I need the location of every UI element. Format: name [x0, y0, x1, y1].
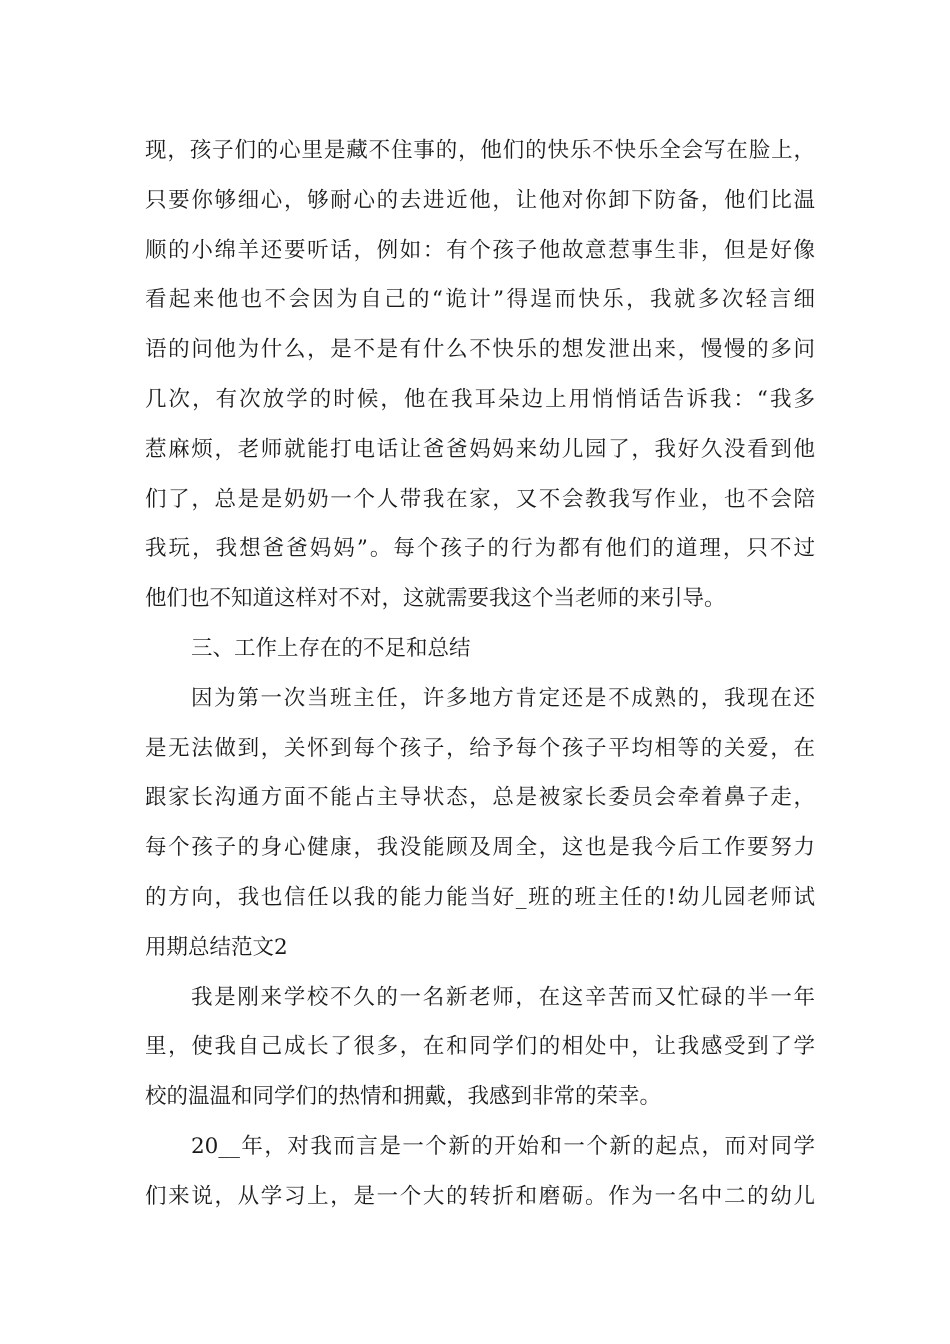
- text-line: 的方向，我也信任以我的能力能当好_班的班主任的!幼儿园老师试: [145, 884, 815, 910]
- text-line: 里，使我自己成长了很多，在和同学们的相处中，让我感受到了学: [145, 1034, 815, 1060]
- text-line: 他们也不知道这样对不对，这就需要我这个当老师的来引导。: [145, 586, 726, 612]
- section-heading: 三、工作上存在的不足和总结: [191, 635, 471, 661]
- text-line: 20__年，对我而言是一个新的开始和一个新的起点，而对同学: [191, 1133, 815, 1159]
- text-line: 因为第一次当班主任，许多地方肯定还是不成熟的，我现在还: [191, 685, 815, 711]
- text-line: 们了，总是是奶奶一个人带我在家，又不会教我写作业，也不会陪: [145, 486, 815, 512]
- document-body: [145, 126, 815, 1222]
- text-line: 语的问他为什么，是不是有什么不快乐的想发泄出来，慢慢的多问: [145, 337, 815, 363]
- text-line: 跟家长沟通方面不能占主导状态，总是被家长委员会牵着鼻子走，: [145, 785, 815, 811]
- text-line: 用期总结范文2: [145, 934, 288, 960]
- text-line: 只要你够细心，够耐心的去进近他，让他对你卸下防备，他们比温: [145, 187, 815, 213]
- text-line: 校的温温和同学们的热情和拥戴，我感到非常的荣幸。: [145, 1084, 662, 1110]
- text-line: 是无法做到，关怀到每个孩子，给予每个孩子平均相等的关爱，在: [145, 735, 815, 761]
- text-line: 惹麻烦，老师就能打电话让爸爸妈妈来幼儿园了，我好久没看到他: [145, 436, 815, 462]
- text-line: 顺的小绵羊还要听话，例如：有个孩子他故意惹事生非，但是好像: [145, 237, 815, 263]
- text-line: 们来说，从学习上，是一个大的转折和磨砺。作为一名中二的幼儿: [145, 1183, 815, 1209]
- text-line: 现，孩子们的心里是藏不住事的，他们的快乐不快乐全会写在脸上，: [145, 138, 815, 163]
- text-line: 我是刚来学校不久的一名新老师，在这辛苦而又忙碌的半一年: [191, 984, 815, 1010]
- text-line: 看起来他也不会因为自己的“诡计”得逞而快乐，我就多次轻言细: [145, 287, 815, 313]
- text-line: 每个孩子的身心健康，我没能顾及周全，这也是我今后工作要努力: [145, 835, 815, 861]
- text-line: 几次，有次放学的时候，他在我耳朵边上用悄悄话告诉我：“我多: [145, 386, 815, 412]
- text-line: 我玩，我想爸爸妈妈”。每个孩子的行为都有他们的道理，只不过: [145, 536, 815, 562]
